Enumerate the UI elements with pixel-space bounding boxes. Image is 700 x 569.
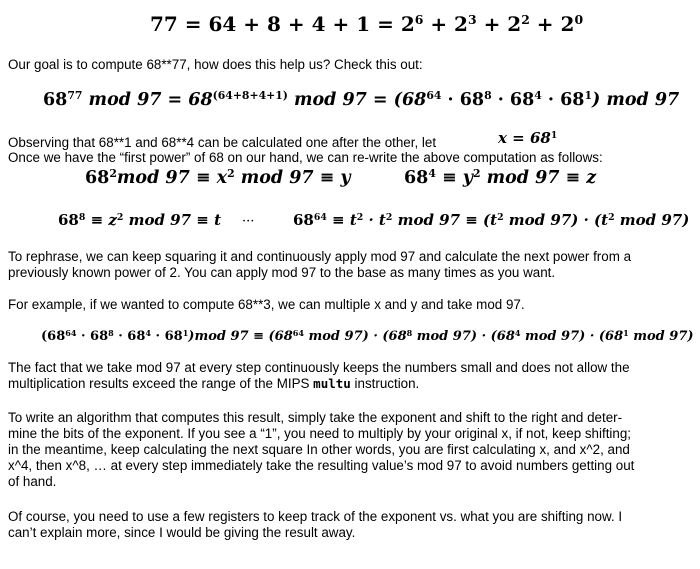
- conclusion-line-1: Of course, you need to use a few registers to keep track of the exponent vs. what you are shifting now. I: [8, 509, 623, 524]
- equation-example-product: $(68^{64} \cdot 68^8 \cdot 68^4 \cdot 68^1)mod$ $97 \equiv (68^{64}$ mod $97) \cdot (68^8$ mod $97) \cdot (68^4$ mod $97) \cdot (68^1$ mod 97): [41, 327, 694, 344]
- algorithm-line-3: in the meantime, keep calculating the next square In other words, you are first calculating x, and x^2, and: [8, 442, 630, 457]
- goal-text: Our goal is to compute 68**77, how does this help us? Check this out:: [8, 57, 423, 72]
- algorithm-line-2: mine the bits of the exponent. If you see a “1”, you need to multiply by your original x, if not, keep shifting;: [8, 426, 632, 441]
- equation-fourth-z: $68^4 \equiv y^2$ mod 97 ≡ z: [404, 167, 597, 188]
- rephrase-line-2: previously known power of 2. You can apply mod 97 to the base as many times as you want.: [8, 265, 556, 280]
- equation-decomposition: $77 = 64 + 8 + 4 + 1 = 2^6 + 2^3 + 2^2 + 2^0$: [150, 12, 584, 36]
- algorithm-line-1: To write an algorithm that computes this result, simply take the exponent and shift to the right and deter-: [8, 410, 623, 425]
- multu-code: multu: [313, 376, 351, 391]
- algorithm-line-4: x^4, then x^8, … at every step immediately take the resulting value’s mod 97 to avoid numbers getting out: [8, 458, 635, 473]
- conclusion-line-2: can’t explain more, since I would be giving the result away.: [8, 525, 356, 540]
- equation-expansion: $68^{77}$ mod $97 = 68^{(64+8+4+1)}$ mod $97 = (68^{64} \cdot 68^8 \cdot 68^4 \cdot 68^1)$ mod 97: [43, 89, 680, 110]
- equation-eighth-t: $68^8 \equiv z^2$ mod 97 ≡ t: [58, 211, 221, 229]
- rephrase-line-1: To rephrase, we can keep squaring it and continuously apply mod 97 and calculate the next power from a: [8, 249, 632, 264]
- equation-x-definition: $x = 68^1$: [498, 129, 558, 147]
- first-power-text: Once we have the “first power” of 68 on our hand, we can re-write the above computation as follows:: [8, 150, 603, 165]
- algorithm-line-5: of hand.: [8, 474, 57, 489]
- fact-line-2: multiplication results exceed the range of the MIPS multu instruction.: [8, 376, 420, 391]
- equation-sixty-fourth: $68^{64} \equiv t^2 \cdot t^2$ mod $97 \equiv (t^2$ mod $97) \cdot (t^2$ mod 97): [293, 211, 690, 229]
- equation-ellipsis: ···: [242, 214, 255, 229]
- example-text: For example, if we wanted to compute 68**3, we can multiple x and y and take mod 97.: [8, 297, 525, 312]
- equation-square-y: $68^2mod$ $97 \equiv x^2$ mod 97 ≡ y: [85, 167, 351, 188]
- fact-line-1: The fact that we take mod 97 at every step continuously keeps the numbers small and does not allow the: [8, 360, 630, 375]
- observe-text: Observing that 68**1 and 68**4 can be calculated one after the other, let: [8, 135, 437, 150]
